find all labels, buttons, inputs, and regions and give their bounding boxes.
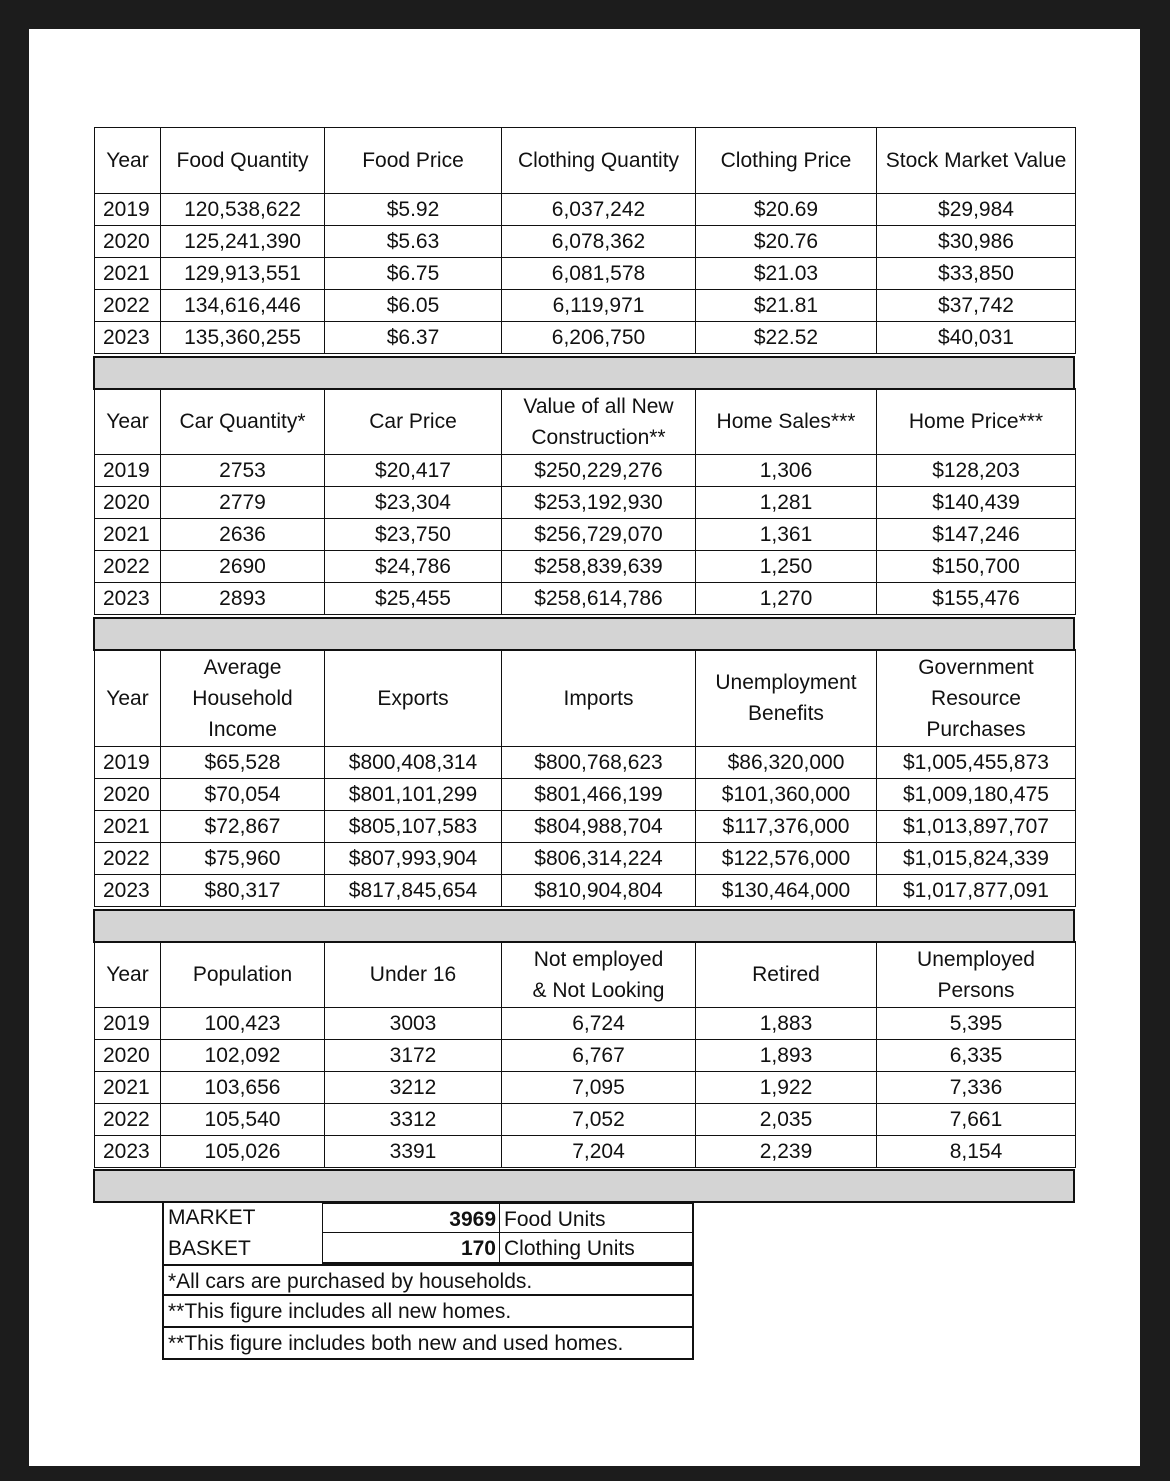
table-cell: 7,661 bbox=[877, 1104, 1076, 1136]
table-cell: 1,922 bbox=[696, 1072, 877, 1104]
year-cell: 2023 bbox=[95, 322, 161, 354]
year-cell: 2023 bbox=[95, 583, 161, 615]
table-cell: 120,538,622 bbox=[161, 194, 325, 226]
footnote-cars: *All cars are purchased by households. bbox=[162, 1264, 694, 1296]
table-cell: 6,206,750 bbox=[502, 322, 696, 354]
table-cell: $150,700 bbox=[877, 551, 1076, 583]
year-cell: 2019 bbox=[95, 455, 161, 487]
header-cell: Year bbox=[95, 389, 161, 455]
table-cell: 7,336 bbox=[877, 1072, 1076, 1104]
table-cell: $800,408,314 bbox=[325, 747, 502, 779]
year-cell: 2021 bbox=[95, 1072, 161, 1104]
table-cell: $1,015,824,339 bbox=[877, 843, 1076, 875]
header-cell: Average Household Income bbox=[161, 650, 325, 747]
table-cell: 105,540 bbox=[161, 1104, 325, 1136]
basket-row-food bbox=[162, 1202, 694, 1233]
table-cell: 102,092 bbox=[161, 1040, 325, 1072]
table-cell: 103,656 bbox=[161, 1072, 325, 1104]
table-cell: 3391 bbox=[325, 1136, 502, 1168]
table-row bbox=[95, 194, 1076, 226]
separator-bar bbox=[93, 356, 1075, 390]
header-cell: Year bbox=[95, 942, 161, 1008]
header-cell: Unemployment Benefits bbox=[696, 650, 877, 747]
clothing-units-label: Clothing Units bbox=[500, 1233, 694, 1264]
separator-bar bbox=[93, 617, 1075, 651]
table-row bbox=[95, 290, 1076, 322]
table-cell: 1,270 bbox=[696, 583, 877, 615]
table-cell: 3212 bbox=[325, 1072, 502, 1104]
table-cell: $155,476 bbox=[877, 583, 1076, 615]
table-cell: $33,850 bbox=[877, 258, 1076, 290]
table-cell: 2753 bbox=[161, 455, 325, 487]
footnote-home-sales: **This figure includes both new and used homes. bbox=[162, 1328, 694, 1360]
table-cell: 7,204 bbox=[502, 1136, 696, 1168]
header-cell: Food Quantity bbox=[161, 128, 325, 194]
table-cell: $122,576,000 bbox=[696, 843, 877, 875]
table-cell: 6,037,242 bbox=[502, 194, 696, 226]
table-cell: $117,376,000 bbox=[696, 811, 877, 843]
table-cell: 1,883 bbox=[696, 1008, 877, 1040]
table-cell: 6,767 bbox=[502, 1040, 696, 1072]
table-cell: $65,528 bbox=[161, 747, 325, 779]
header-cell: Government Resource Purchases bbox=[877, 650, 1076, 747]
table-cell: 1,250 bbox=[696, 551, 877, 583]
table-row bbox=[95, 1040, 1076, 1072]
header-cell: Population bbox=[161, 942, 325, 1008]
table-cell: 3003 bbox=[325, 1008, 502, 1040]
table-cell: $101,360,000 bbox=[696, 779, 877, 811]
table-cell: 7,052 bbox=[502, 1104, 696, 1136]
header-cell: Imports bbox=[502, 650, 696, 747]
table-row bbox=[95, 1136, 1076, 1168]
table-cell: 6,119,971 bbox=[502, 290, 696, 322]
footnote-new-construction: **This figure includes all new homes. bbox=[162, 1296, 694, 1328]
table-block-food-clothing bbox=[94, 127, 1076, 354]
table-row bbox=[95, 843, 1076, 875]
table-cell: 8,154 bbox=[877, 1136, 1076, 1168]
table-block-population bbox=[94, 941, 1076, 1168]
table-cell: $22.52 bbox=[696, 322, 877, 354]
table-cell: $805,107,583 bbox=[325, 811, 502, 843]
table-cell: $21.03 bbox=[696, 258, 877, 290]
food-units-label: Food Units bbox=[500, 1202, 694, 1233]
header-row bbox=[95, 650, 1076, 747]
clothing-units-value: 170 bbox=[322, 1233, 500, 1264]
table-cell: $25,455 bbox=[325, 583, 502, 615]
table-cell: $140,439 bbox=[877, 487, 1076, 519]
header-cell: Home Sales*** bbox=[696, 389, 877, 455]
table-cell: $806,314,224 bbox=[502, 843, 696, 875]
table-cell: $75,960 bbox=[161, 843, 325, 875]
year-cell: 2021 bbox=[95, 811, 161, 843]
table-row bbox=[95, 258, 1076, 290]
separator-bar bbox=[93, 1169, 1075, 1203]
table-cell: $128,203 bbox=[877, 455, 1076, 487]
table-cell: $800,768,623 bbox=[502, 747, 696, 779]
separator-bar bbox=[93, 909, 1075, 943]
table-cell: $6.05 bbox=[325, 290, 502, 322]
table-cell: $1,013,897,707 bbox=[877, 811, 1076, 843]
table-cell: 125,241,390 bbox=[161, 226, 325, 258]
table-cell: $801,101,299 bbox=[325, 779, 502, 811]
table-cell: $40,031 bbox=[877, 322, 1076, 354]
header-cell: Value of all New Construction** bbox=[502, 389, 696, 455]
year-cell: 2021 bbox=[95, 258, 161, 290]
header-cell: Stock Market Value bbox=[877, 128, 1076, 194]
table-row bbox=[95, 1104, 1076, 1136]
table-cell: 2,239 bbox=[696, 1136, 877, 1168]
table-cell: $256,729,070 bbox=[502, 519, 696, 551]
table-cell: 2690 bbox=[161, 551, 325, 583]
table-row bbox=[95, 1008, 1076, 1040]
year-cell: 2022 bbox=[95, 290, 161, 322]
year-cell: 2022 bbox=[95, 1104, 161, 1136]
header-cell: Retired bbox=[696, 942, 877, 1008]
table-cell: $258,614,786 bbox=[502, 583, 696, 615]
table-cell: $30,986 bbox=[877, 226, 1076, 258]
table-cell: $86,320,000 bbox=[696, 747, 877, 779]
table-cell: $1,017,877,091 bbox=[877, 875, 1076, 907]
header-cell: Car Price bbox=[325, 389, 502, 455]
table-row bbox=[95, 519, 1076, 551]
table-cell: $801,466,199 bbox=[502, 779, 696, 811]
basket-label-market: MARKET bbox=[162, 1202, 322, 1233]
table-cell: $6.37 bbox=[325, 322, 502, 354]
year-cell: 2022 bbox=[95, 551, 161, 583]
table-cell: 6,335 bbox=[877, 1040, 1076, 1072]
table-cell: $804,988,704 bbox=[502, 811, 696, 843]
table-row bbox=[95, 875, 1076, 907]
table-cell: 105,026 bbox=[161, 1136, 325, 1168]
table-cell: 7,095 bbox=[502, 1072, 696, 1104]
year-cell: 2020 bbox=[95, 226, 161, 258]
table-row bbox=[95, 779, 1076, 811]
header-cell: Clothing Quantity bbox=[502, 128, 696, 194]
table-row bbox=[95, 583, 1076, 615]
table-cell: $5.92 bbox=[325, 194, 502, 226]
table-cell: 1,361 bbox=[696, 519, 877, 551]
year-cell: 2020 bbox=[95, 487, 161, 519]
table-row bbox=[95, 322, 1076, 354]
year-cell: 2019 bbox=[95, 1008, 161, 1040]
document-page bbox=[29, 29, 1140, 1466]
table-block-income-trade bbox=[94, 649, 1076, 907]
table-row bbox=[95, 487, 1076, 519]
table-cell: 3312 bbox=[325, 1104, 502, 1136]
table-cell: $810,904,804 bbox=[502, 875, 696, 907]
header-row bbox=[95, 128, 1076, 194]
table-cell: 2779 bbox=[161, 487, 325, 519]
table-cell: 1,893 bbox=[696, 1040, 877, 1072]
header-cell: Home Price*** bbox=[877, 389, 1076, 455]
table-row bbox=[95, 455, 1076, 487]
year-cell: 2020 bbox=[95, 1040, 161, 1072]
year-cell: 2023 bbox=[95, 1136, 161, 1168]
table-cell: $20,417 bbox=[325, 455, 502, 487]
table-cell: $80,317 bbox=[161, 875, 325, 907]
table-cell: 1,281 bbox=[696, 487, 877, 519]
table-cell: $253,192,930 bbox=[502, 487, 696, 519]
table-cell: $1,005,455,873 bbox=[877, 747, 1076, 779]
food-units-value: 3969 bbox=[322, 1202, 500, 1233]
table-cell: $1,009,180,475 bbox=[877, 779, 1076, 811]
header-cell: Year bbox=[95, 128, 161, 194]
year-cell: 2023 bbox=[95, 875, 161, 907]
header-row bbox=[95, 942, 1076, 1008]
table-cell: 3172 bbox=[325, 1040, 502, 1072]
header-cell: Exports bbox=[325, 650, 502, 747]
header-cell: Clothing Price bbox=[696, 128, 877, 194]
table-cell: 100,423 bbox=[161, 1008, 325, 1040]
year-cell: 2021 bbox=[95, 519, 161, 551]
table-block-cars-housing bbox=[94, 388, 1076, 615]
year-cell: 2019 bbox=[95, 747, 161, 779]
header-cell: Under 16 bbox=[325, 942, 502, 1008]
table-cell: 6,078,362 bbox=[502, 226, 696, 258]
table-cell: $147,246 bbox=[877, 519, 1076, 551]
table-cell: $130,464,000 bbox=[696, 875, 877, 907]
table-cell: $21.81 bbox=[696, 290, 877, 322]
table-cell: 6,081,578 bbox=[502, 258, 696, 290]
header-cell: Not employed & Not Looking bbox=[502, 942, 696, 1008]
header-cell: Unemployed Persons bbox=[877, 942, 1076, 1008]
table-cell: 2893 bbox=[161, 583, 325, 615]
table-cell: $20.69 bbox=[696, 194, 877, 226]
table-row bbox=[95, 226, 1076, 258]
year-cell: 2020 bbox=[95, 779, 161, 811]
table-cell: $29,984 bbox=[877, 194, 1076, 226]
year-cell: 2022 bbox=[95, 843, 161, 875]
header-cell: Year bbox=[95, 650, 161, 747]
table-cell: $817,845,654 bbox=[325, 875, 502, 907]
basket-label-basket: BASKET bbox=[162, 1233, 322, 1264]
basket-row-clothing bbox=[162, 1233, 694, 1264]
table-row bbox=[95, 551, 1076, 583]
table-cell: $70,054 bbox=[161, 779, 325, 811]
table-row bbox=[95, 747, 1076, 779]
table-cell: 1,306 bbox=[696, 455, 877, 487]
year-cell: 2019 bbox=[95, 194, 161, 226]
table-cell: 2,035 bbox=[696, 1104, 877, 1136]
table-cell: $23,304 bbox=[325, 487, 502, 519]
table-cell: $807,993,904 bbox=[325, 843, 502, 875]
table-cell: $250,229,276 bbox=[502, 455, 696, 487]
table-cell: 129,913,551 bbox=[161, 258, 325, 290]
table-row bbox=[95, 1072, 1076, 1104]
table-cell: $24,786 bbox=[325, 551, 502, 583]
header-cell: Car Quantity* bbox=[161, 389, 325, 455]
table-row bbox=[95, 811, 1076, 843]
table-cell: $20.76 bbox=[696, 226, 877, 258]
table-cell: 2636 bbox=[161, 519, 325, 551]
table-cell: $23,750 bbox=[325, 519, 502, 551]
table-cell: 135,360,255 bbox=[161, 322, 325, 354]
table-cell: $72,867 bbox=[161, 811, 325, 843]
table-cell: 6,724 bbox=[502, 1008, 696, 1040]
table-cell: 5,395 bbox=[877, 1008, 1076, 1040]
market-basket-box bbox=[162, 1202, 694, 1360]
header-cell: Food Price bbox=[325, 128, 502, 194]
table-cell: $5.63 bbox=[325, 226, 502, 258]
header-row bbox=[95, 389, 1076, 455]
table-cell: 134,616,446 bbox=[161, 290, 325, 322]
table-cell: $258,839,639 bbox=[502, 551, 696, 583]
table-cell: $6.75 bbox=[325, 258, 502, 290]
table-cell: $37,742 bbox=[877, 290, 1076, 322]
